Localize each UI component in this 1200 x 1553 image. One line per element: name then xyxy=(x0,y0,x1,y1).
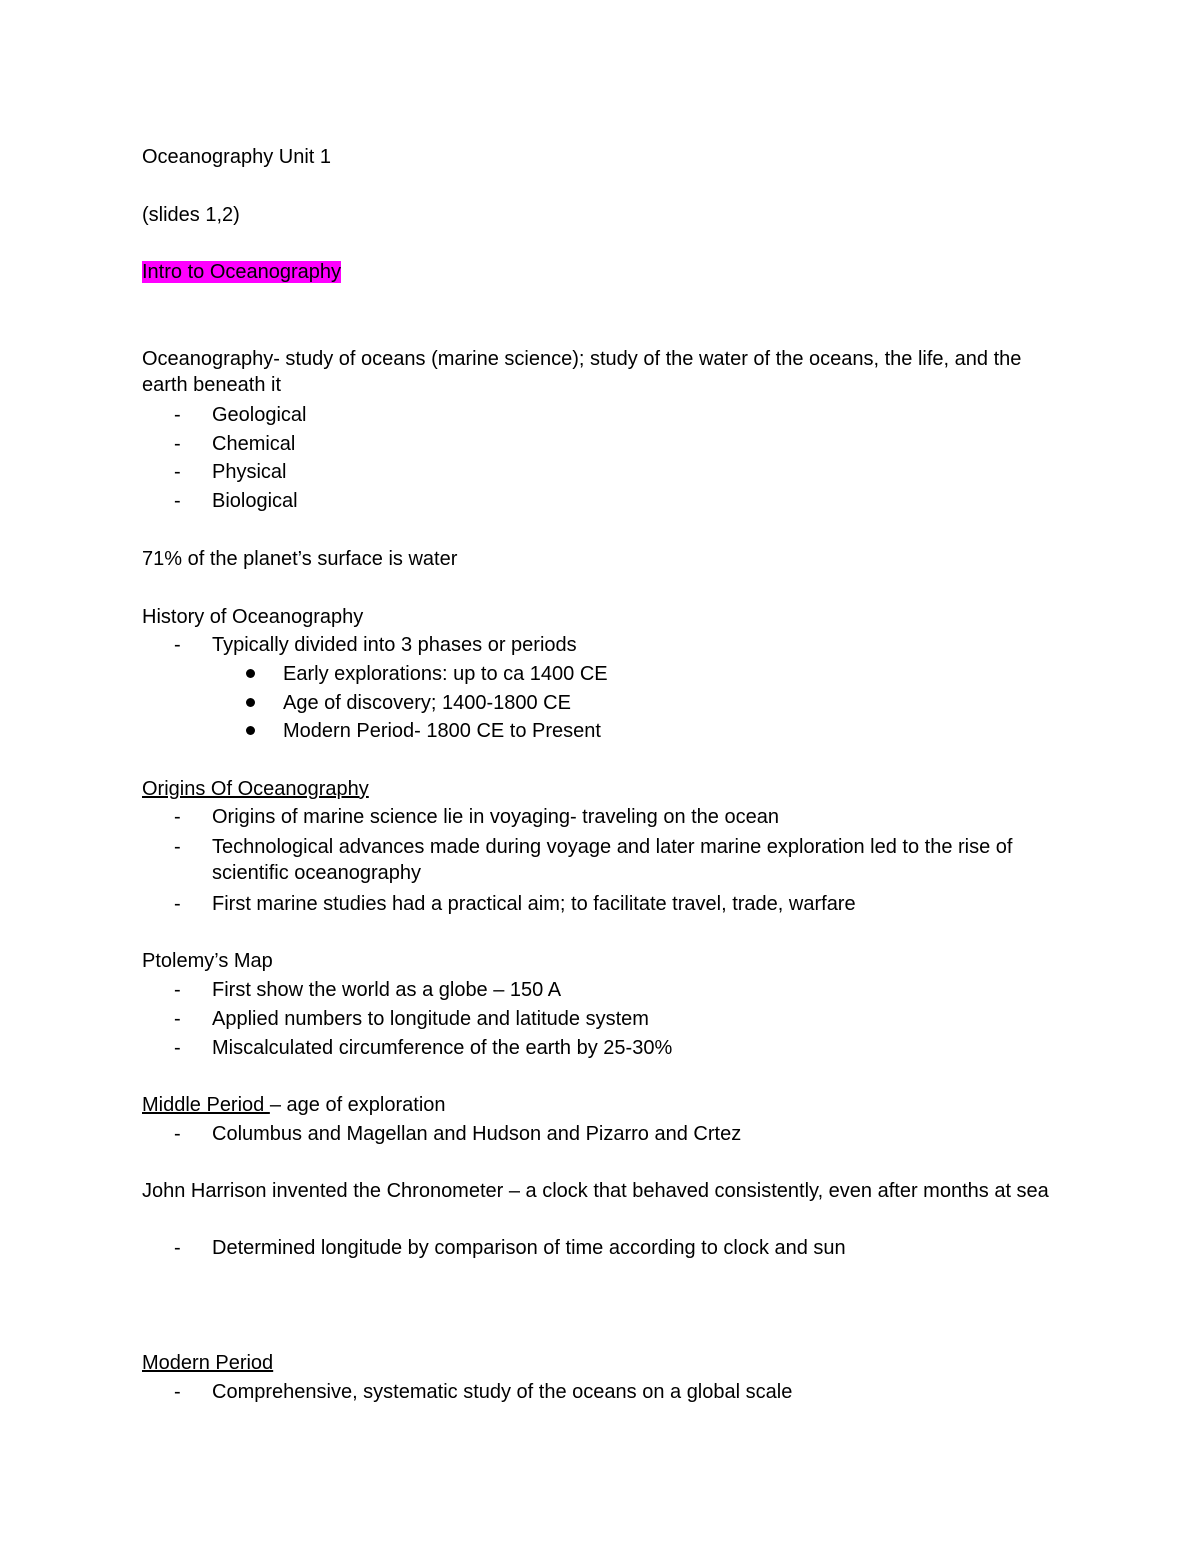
list-item: Comprehensive, systematic study of the oceans on a global scale xyxy=(212,1381,793,1403)
list-dash: - xyxy=(174,1123,181,1145)
water-fact: 71% of the planet’s surface is water xyxy=(142,548,458,570)
list-item: Applied numbers to longitude and latitude system xyxy=(212,1008,649,1030)
history-heading: History of Oceanography xyxy=(142,606,364,628)
origins-heading: Origins Of Oceanography xyxy=(142,778,369,800)
harrison-text: John Harrison invented the Chronometer – a clock that behaved consistently, even after months at sea xyxy=(142,1180,1049,1202)
list-item: Determined longitude by comparison of time according to clock and sun xyxy=(212,1237,846,1259)
list-dash: - xyxy=(174,893,181,915)
highlighted-heading: Intro to Oceanography xyxy=(142,261,342,283)
list-item: First marine studies had a practical aim; to facilitate travel, trade, warfare xyxy=(212,893,856,915)
middle-period-line xyxy=(142,1092,446,1118)
list-item: Physical xyxy=(212,461,287,483)
list-dash: - xyxy=(174,404,181,426)
sub-list-item: Age of discovery; 1400-1800 CE xyxy=(283,692,571,714)
intro-heading xyxy=(142,259,341,285)
list-item: Biological xyxy=(212,490,298,512)
list-dash: - xyxy=(174,1008,181,1030)
bullet-dot xyxy=(246,726,255,735)
list-item: Miscalculated circumference of the earth by 25-30% xyxy=(212,1037,673,1059)
sub-list-item: Early explorations: up to ca 1400 CE xyxy=(283,663,608,685)
list-dash: - xyxy=(174,461,181,483)
slides-note: (slides 1,2) xyxy=(142,204,240,226)
list-item: First show the world as a globe – 150 A xyxy=(212,979,562,1001)
list-dash: - xyxy=(174,806,181,828)
list-dash: - xyxy=(174,490,181,512)
modern-period-heading: Modern Period xyxy=(142,1352,274,1374)
definition-text: Oceanography- study of oceans (marine science); study of the water of the oceans, the life, and the earth beneath it xyxy=(142,348,1022,396)
bullet-dot xyxy=(246,698,255,707)
list-dash: - xyxy=(174,433,181,455)
middle-period-subtitle: – age of exploration xyxy=(269,1094,446,1116)
ptolemy-heading: Ptolemy’s Map xyxy=(142,950,273,972)
list-dash: - xyxy=(174,1037,181,1059)
list-item: Origins of marine science lie in voyaging- traveling on the ocean xyxy=(212,806,779,828)
list-dash: - xyxy=(174,836,181,858)
middle-period-heading: Middle Period xyxy=(142,1094,270,1116)
list-dash: - xyxy=(174,1237,181,1259)
sub-list-item: Modern Period- 1800 CE to Present xyxy=(283,720,601,742)
list-item: Geological xyxy=(212,404,307,426)
doc-title: Oceanography Unit 1 xyxy=(142,146,332,168)
bullet-dot xyxy=(246,669,255,678)
list-dash: - xyxy=(174,1381,181,1403)
list-dash: - xyxy=(174,979,181,1001)
list-item: Chemical xyxy=(212,433,296,455)
list-item: Columbus and Magellan and Hudson and Pizarro and Crtez xyxy=(212,1123,742,1145)
list-item: Typically divided into 3 phases or periods xyxy=(212,634,577,656)
list-item: Technological advances made during voyage and later marine exploration led to the rise of scientific oceanography xyxy=(212,836,1013,884)
list-dash: - xyxy=(174,634,181,656)
